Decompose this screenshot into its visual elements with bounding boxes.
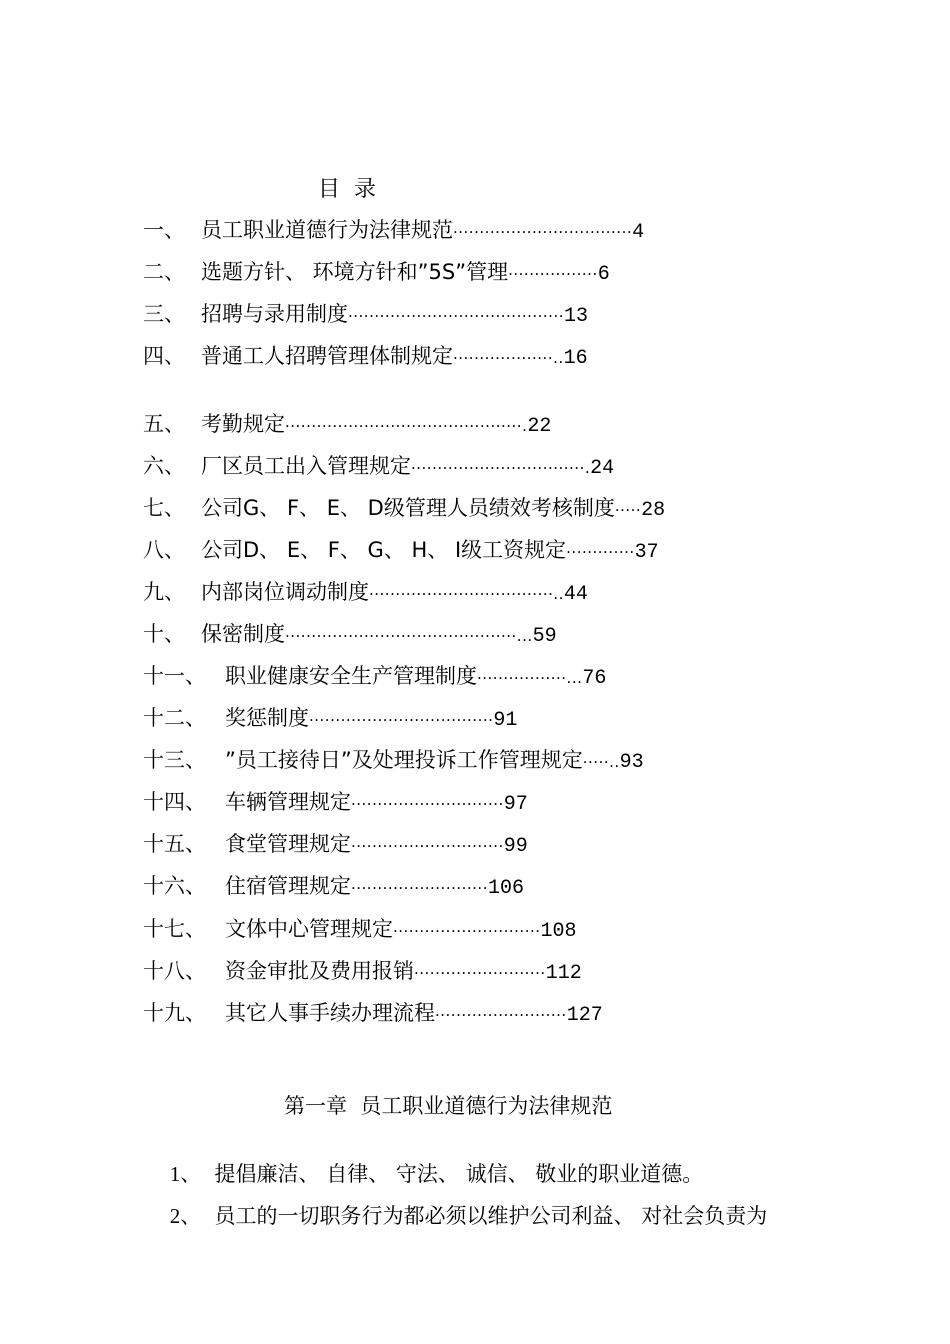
toc-entry[interactable] <box>143 576 588 606</box>
toc-entry-leader: ·························· <box>351 879 488 897</box>
toc-entry[interactable] <box>143 870 524 900</box>
toc-entry-leader: ···················.. <box>453 349 564 367</box>
toc-entry-number: 十七、 <box>143 917 206 941</box>
toc-entry-number: 八、 <box>143 538 185 562</box>
toc-entry-number: 十二、 <box>143 706 206 730</box>
toc-entry[interactable] <box>143 913 577 943</box>
paragraph-text: 提倡廉洁、 自律、 守法、 诚信、 敬业的职业道德。 <box>201 1162 704 1186</box>
toc-entry-leader: ········································· <box>348 307 564 325</box>
toc-entry-number: 十一、 <box>143 664 206 688</box>
toc-entry-title: 内部岗位调动制度 <box>201 580 369 604</box>
toc-entry-page: 44 <box>563 583 588 606</box>
toc-entry[interactable] <box>143 702 517 732</box>
chapter-title: 第一章 员工职业道德行为法律规范 <box>284 1094 613 1118</box>
toc-entry-page: 106 <box>487 877 524 900</box>
toc-entry-leader: ·····.. <box>582 753 620 771</box>
toc-entry-page: 108 <box>540 920 577 943</box>
toc-entry-number: 六、 <box>143 454 185 478</box>
toc-entry-number: 五、 <box>143 412 185 436</box>
toc-entry-leader: ············· <box>566 543 635 561</box>
toc-entry-title: 资金审批及费用报销 <box>225 959 414 983</box>
toc-entry[interactable] <box>143 214 644 244</box>
toc-entry[interactable] <box>143 786 528 816</box>
toc-entry-title: 车辆管理规定 <box>225 790 351 814</box>
toc-entry-page: 127 <box>566 1004 603 1027</box>
toc-entry-leader: ··································· <box>309 711 494 729</box>
toc-entry-leader: ·································· <box>453 223 633 241</box>
toc-entry-leader: ····· <box>614 501 642 519</box>
toc-entry-title: 公司G、 F、 E、 D级管理人员绩效考核制度 <box>201 496 615 520</box>
toc-entry[interactable] <box>143 340 588 370</box>
toc-entry-leader: ·································. <box>411 459 591 477</box>
toc-entry-number: 七、 <box>143 496 185 520</box>
toc-entry-title: 保密制度 <box>201 622 285 646</box>
toc-entry-leader: ················· <box>508 265 598 283</box>
toc-entry-page: 13 <box>564 305 589 328</box>
toc-entry-title: 职业健康安全生产管理制度 <box>225 664 477 688</box>
toc-entry-page: 4 <box>632 221 645 244</box>
toc-entry-title: 公司D、 E、 F、 G、 H、 I级工资规定 <box>201 538 567 562</box>
toc-entry-title: 食堂管理规定 <box>225 832 351 856</box>
toc-entry-title: 住宿管理规定 <box>225 874 351 898</box>
toc-entry-title: 招聘与录用制度 <box>201 302 348 326</box>
paragraph-number: 1、 <box>169 1162 202 1186</box>
toc-entry-leader: ························· <box>435 1006 567 1024</box>
toc-entry-page: 24 <box>590 457 615 480</box>
toc-entry-title: 奖惩制度 <box>225 706 309 730</box>
toc-entry-page: 59 <box>532 625 557 648</box>
toc-entry[interactable] <box>143 450 614 480</box>
toc-entry[interactable] <box>143 828 528 858</box>
toc-entry[interactable] <box>143 955 582 985</box>
toc-title: 目 录 <box>318 177 376 202</box>
toc-entry-page: 37 <box>634 541 659 564</box>
toc-entry[interactable] <box>143 997 603 1027</box>
toc-entry-page: 28 <box>641 499 666 522</box>
toc-entry[interactable] <box>143 534 659 564</box>
toc-entry-number: 九、 <box>143 580 185 604</box>
toc-entry-title: 员工职业道德行为法律规范 <box>201 218 453 242</box>
toc-entry-title: 考勤规定 <box>201 412 285 436</box>
toc-entry-title: 厂区员工出入管理规定 <box>201 454 411 478</box>
toc-entry-number: 十六、 <box>143 874 206 898</box>
toc-entry-number: 二、 <box>143 260 185 284</box>
toc-entry-leader: ·················... <box>477 669 583 687</box>
toc-entry-page: 93 <box>619 751 644 774</box>
toc-entry-page: 76 <box>582 667 607 690</box>
toc-entry[interactable] <box>143 660 606 690</box>
toc-entry[interactable] <box>143 256 610 286</box>
toc-entry-number: 十九、 <box>143 1001 206 1025</box>
toc-entry[interactable] <box>143 408 551 438</box>
toc-entry-page: 6 <box>597 263 610 286</box>
toc-entry-page: 97 <box>503 793 528 816</box>
toc-entry-number: 四、 <box>143 344 185 368</box>
toc-entry-number: 十、 <box>143 622 185 646</box>
toc-entry-leader: ···································.. <box>369 585 564 603</box>
toc-entry-leader: ························· <box>414 964 546 982</box>
toc-entry-page: 112 <box>545 962 582 985</box>
toc-entry-leader: ···························· <box>393 922 541 940</box>
toc-entry-number: 十八、 <box>143 959 206 983</box>
toc-entry-page: 16 <box>563 347 588 370</box>
toc-entry-title: 普通工人招聘管理体制规定 <box>201 344 453 368</box>
toc-entry[interactable] <box>143 298 588 328</box>
toc-entry-number: 三、 <box>143 302 185 326</box>
toc-entry-leader: ·············································. <box>285 417 528 435</box>
toc-entry-number: 十五、 <box>143 832 206 856</box>
toc-entry-number: 一、 <box>143 218 185 242</box>
toc-entry[interactable] <box>143 744 644 774</box>
toc-entry-title: 选题方针、 环境方针和”5S”管理 <box>201 260 509 284</box>
toc-entry-title: 文体中心管理规定 <box>225 917 393 941</box>
toc-entry-page: 99 <box>503 835 528 858</box>
toc-entry-page: 91 <box>493 709 518 732</box>
toc-entry-title: 其它人事手续办理流程 <box>225 1001 435 1025</box>
paragraph-text: 员工的一切职务行为都必须以维护公司利益、 对社会负责为 <box>201 1204 768 1228</box>
toc-entry-title: ”员工接待日”及处理投诉工作管理规定 <box>225 748 583 772</box>
toc-entry-number: 十三、 <box>143 748 206 772</box>
toc-entry[interactable] <box>143 492 665 522</box>
toc-entry[interactable] <box>143 618 557 648</box>
paragraph-number: 2、 <box>169 1204 202 1228</box>
toc-entry-leader: ····························· <box>351 795 504 813</box>
toc-entry-page: 22 <box>527 415 552 438</box>
paragraph <box>143 1176 767 1254</box>
toc-entry-leader: ····························· <box>351 837 504 855</box>
toc-entry-leader: ············································... <box>285 627 533 645</box>
toc-entry-number: 十四、 <box>143 790 206 814</box>
